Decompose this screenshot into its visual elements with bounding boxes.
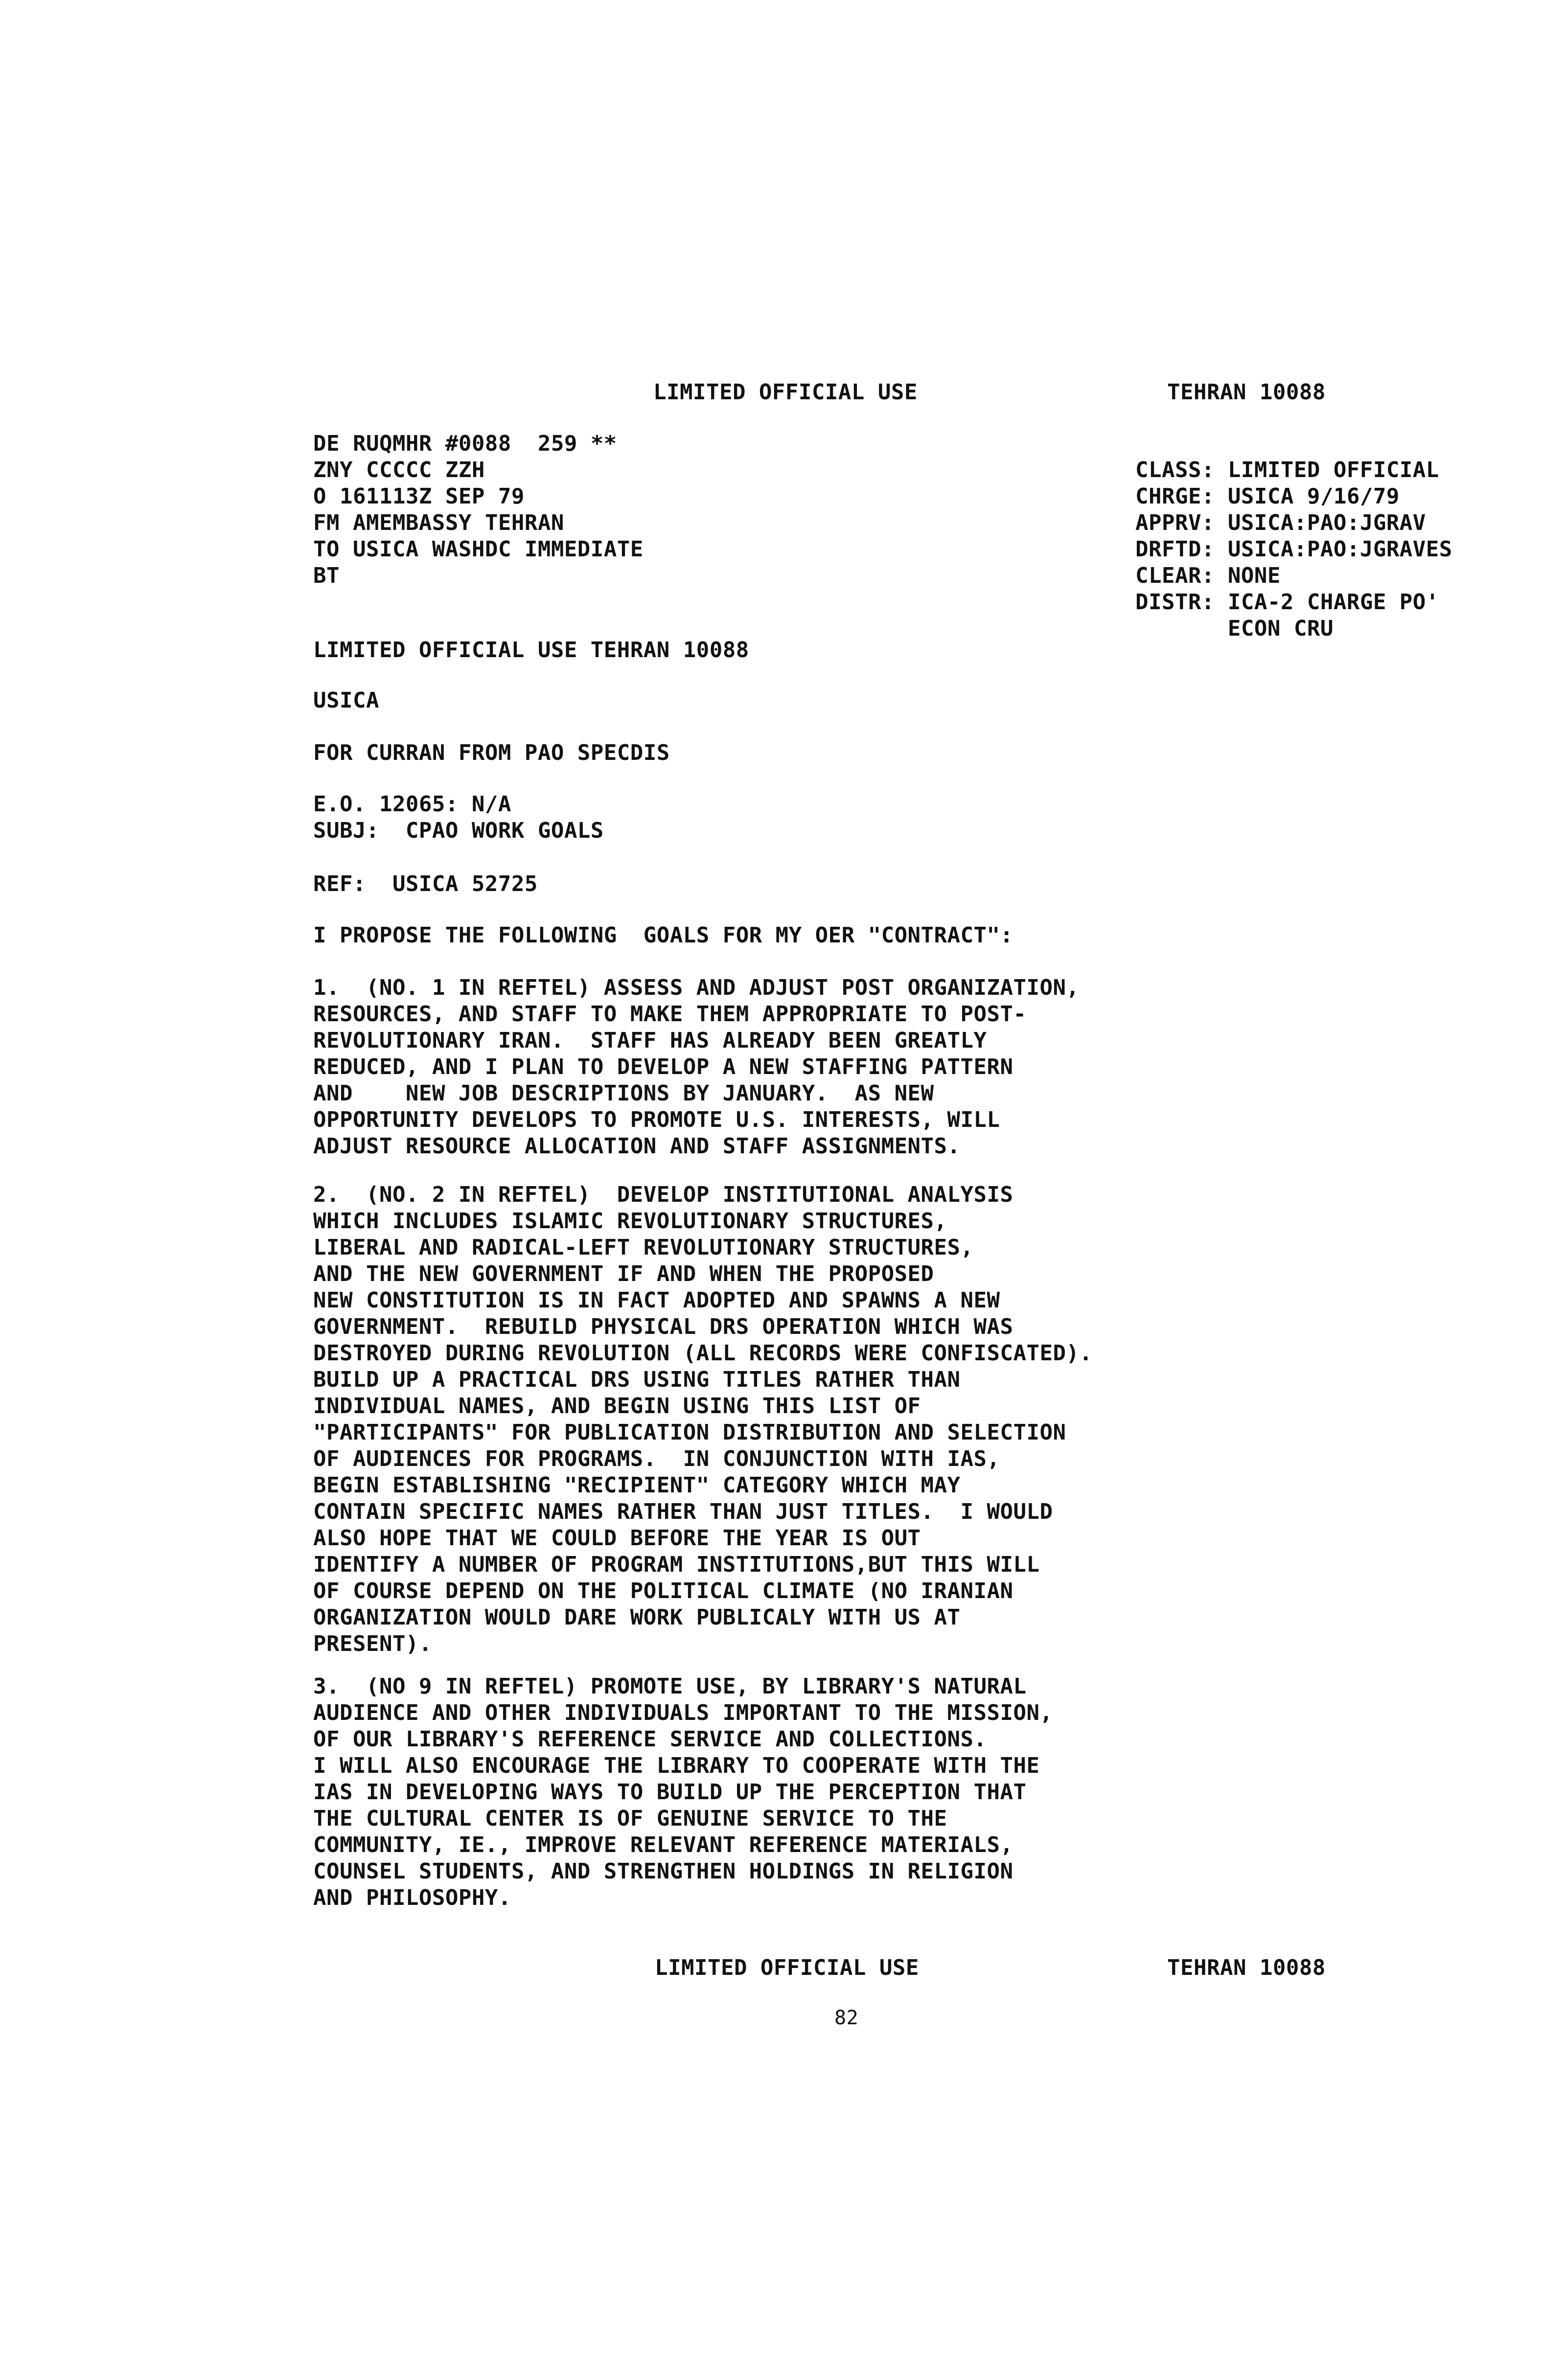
- page-number: 82: [834, 2007, 859, 2029]
- subject-line: SUBJ: CPAO WORK GOALS: [313, 818, 604, 843]
- routing-line: TO USICA WASHDC IMMEDIATE: [313, 537, 644, 562]
- paragraph-line: ALSO HOPE THAT WE COULD BEFORE THE YEAR IS OUT: [313, 1526, 921, 1551]
- body-classification-line: LIMITED OFFICIAL USE TEHRAN 10088: [313, 638, 749, 663]
- routing-line: FM AMEMBASSY TEHRAN: [313, 510, 564, 535]
- paragraph-1: [313, 975, 1079, 1160]
- paragraph-line: BUILD UP A PRACTICAL DRS USING TITLES RATHER THAN: [313, 1367, 961, 1392]
- paragraph-line: AND THE NEW GOVERNMENT IF AND WHEN THE PROPOSED: [313, 1261, 934, 1286]
- paragraph-line: IAS IN DEVELOPING WAYS TO BUILD UP THE PERCEPTION THAT: [313, 1780, 1027, 1805]
- control-line: ECON CRU: [1135, 616, 1334, 641]
- header-cable-id: TEHRAN 10088: [1167, 380, 1326, 405]
- paragraph-line: CONTAIN SPECIFIC NAMES RATHER THAN JUST TITLES. I WOULD: [313, 1499, 1053, 1524]
- paragraph-line: IDENTIFY A NUMBER OF PROGRAM INSTITUTIONS,BUT THIS WILL: [313, 1552, 1040, 1577]
- paragraph-line: 3. (NO 9 IN REFTEL) PROMOTE USE, BY LIBRARY'S NATURAL: [313, 1674, 1027, 1699]
- paragraph-line: COUNSEL STUDENTS, AND STRENGTHEN HOLDINGS IN RELIGION: [313, 1859, 1013, 1884]
- paragraph-line: REVOLUTIONARY IRAN. STAFF HAS ALREADY BEEN GREATLY: [313, 1028, 987, 1053]
- paragraph-line: WHICH INCLUDES ISLAMIC REVOLUTIONARY STRUCTURES,: [313, 1209, 947, 1234]
- routing-line: O 161113Z SEP 79: [313, 484, 525, 509]
- paragraph-line: OPPORTUNITY DEVELOPS TO PROMOTE U.S. INTERESTS, WILL: [313, 1107, 1000, 1132]
- control-line: APPRV: USICA:PAO:JGRAV: [1135, 510, 1426, 535]
- routing-line: BT: [313, 563, 340, 588]
- paragraph-line: OF AUDIENCES FOR PROGRAMS. IN CONJUNCTION WITH IAS,: [313, 1446, 1000, 1471]
- paragraph-line: COMMUNITY, IE., IMPROVE RELEVANT REFERENCE MATERIALS,: [313, 1832, 1013, 1857]
- control-block: [1135, 457, 1452, 642]
- paragraph-line: 2. (NO. 2 IN REFTEL) DEVELOP INSTITUTIONAL ANALYSIS: [313, 1182, 1013, 1207]
- paragraph-line: AND NEW JOB DESCRIPTIONS BY JANUARY. AS NEW: [313, 1081, 934, 1106]
- routing-line: ZNY CCCCC ZZH: [313, 458, 485, 482]
- paragraph-line: THE CULTURAL CENTER IS OF GENUINE SERVICE TO THE: [313, 1806, 947, 1831]
- paragraph-line: RESOURCES, AND STAFF TO MAKE THEM APPROPRIATE TO POST-: [313, 1002, 1027, 1027]
- footer-cable-id: TEHRAN 10088: [1167, 1955, 1326, 1980]
- control-line: DRFTD: USICA:PAO:JGRAVES: [1135, 537, 1452, 562]
- paragraph-line: REDUCED, AND I PLAN TO DEVELOP A NEW STAFFING PATTERN: [313, 1054, 1013, 1079]
- paragraph-line: AUDIENCE AND OTHER INDIVIDUALS IMPORTANT TO THE MISSION,: [313, 1700, 1053, 1725]
- control-line: CLASS: LIMITED OFFICIAL: [1135, 458, 1439, 482]
- paragraph-line: NEW CONSTITUTION IS IN FACT ADOPTED AND SPAWNS A NEW: [313, 1288, 1000, 1313]
- header-classification: LIMITED OFFICIAL USE: [653, 380, 918, 405]
- paragraph-2: [313, 1182, 1092, 1657]
- paragraph-line: I WILL ALSO ENCOURAGE THE LIBRARY TO COOPERATE WITH THE: [313, 1753, 1040, 1778]
- eo-line: E.O. 12065: N/A: [313, 792, 511, 817]
- routing-line: DE RUQMHR #0088 259 **: [313, 431, 617, 456]
- control-line: CHRGE: USICA 9/16/79: [1135, 484, 1400, 509]
- paragraph-line: DESTROYED DURING REVOLUTION (ALL RECORDS WERE CONFISCATED).: [313, 1341, 1093, 1366]
- paragraph-line: "PARTICIPANTS" FOR PUBLICATION DISTRIBUTION AND SELECTION: [313, 1420, 1066, 1445]
- paragraph-line: OF COURSE DEPEND ON THE POLITICAL CLIMATE (NO IRANIAN: [313, 1579, 1013, 1603]
- paragraph-line: PRESENT).: [313, 1631, 432, 1656]
- intro-line: I PROPOSE THE FOLLOWING GOALS FOR MY OER "CONTRACT":: [313, 923, 1013, 948]
- footer-classification: LIMITED OFFICIAL USE: [655, 1955, 919, 1980]
- paragraph-line: AND PHILOSOPHY.: [313, 1885, 511, 1910]
- paragraph-line: GOVERNMENT. REBUILD PHYSICAL DRS OPERATION WHICH WAS: [313, 1314, 1013, 1339]
- addressee-line: USICA: [313, 688, 379, 713]
- paragraph-line: 1. (NO. 1 IN REFTEL) ASSESS AND ADJUST POST ORGANIZATION,: [313, 975, 1080, 1000]
- paragraph-line: LIBERAL AND RADICAL-LEFT REVOLUTIONARY STRUCTURES,: [313, 1235, 974, 1260]
- reference-line: REF: USICA 52725: [313, 871, 538, 896]
- paragraph-line: OF OUR LIBRARY'S REFERENCE SERVICE AND COLLECTIONS.: [313, 1727, 987, 1752]
- paragraph-line: ADJUST RESOURCE ALLOCATION AND STAFF ASSIGNMENTS.: [313, 1134, 961, 1159]
- paragraph-line: INDIVIDUAL NAMES, AND BEGIN USING THIS LIST OF: [313, 1394, 921, 1419]
- paragraph-3: [313, 1673, 1053, 1911]
- control-line: DISTR: ICA-2 CHARGE PO': [1135, 590, 1439, 615]
- for-line: FOR CURRAN FROM PAO SPECDIS: [313, 740, 670, 765]
- paragraph-line: BEGIN ESTABLISHING "RECIPIENT" CATEGORY WHICH MAY: [313, 1473, 961, 1498]
- control-line: CLEAR: NONE: [1135, 563, 1281, 588]
- routing-block: [313, 431, 644, 589]
- paragraph-line: ORGANIZATION WOULD DARE WORK PUBLICALY WITH US AT: [313, 1605, 961, 1630]
